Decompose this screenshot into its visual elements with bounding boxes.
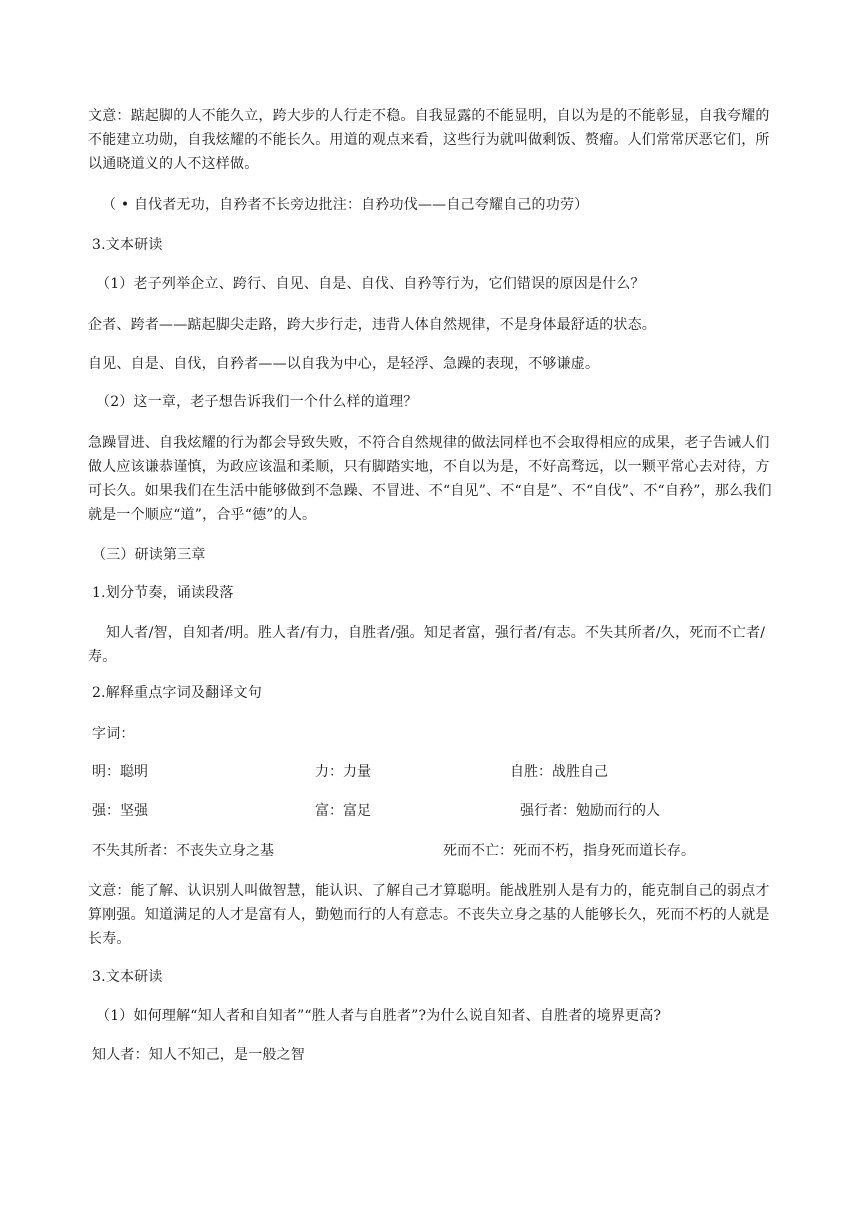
step-2-heading: 2.解释重点字词及翻译文句 [92, 685, 262, 701]
step-1-heading: 1.划分节奏，诵读段落 [92, 585, 234, 601]
question-3: （1）如何理解“知人者和自知者”“胜人者与自胜者”?为什么说自知者、自胜者的境界更高? [96, 1008, 662, 1024]
vocab-qiangxing: 强行者：勉励而行的人 [520, 803, 660, 819]
answer-1-part-1: 企者、跨者——踮起脚尖走路，跨大步行走，违背人体自然规律，不是身体最舒适的状态。 [88, 317, 656, 333]
section-heading-text-study-1: 3.文本研读 [92, 237, 163, 253]
translation-paragraph-3: 文意：能了解、认识别人叫做智慧，能认识、了解自己才算聪明。能战胜别人是有力的，能克制自己的弱点才算刚强。知道满足的人才是富有人，勤勉而行的人有意志。不丧失立身之基的人能够长久，死而不朽的人就是长寿。 [88, 883, 770, 947]
answer-3: 知人者：知人不知己，是一般之智 [92, 1047, 305, 1063]
vocab-sier: 死而不亡：死而不朽，指身死而道长存。 [443, 843, 695, 859]
vocabulary-label: 字词： [92, 726, 135, 742]
translation-paragraph-1: 文意：踮起脚的人不能久立，跨大步的人行走不稳。自我显露的不能显明，自以为是的不能彰显，自我夸耀的不能建立功勋，自我炫耀的不能长久。用道的观点来看，这些行为就叫做剩饭、赘瘤。人们常常厌恶它们，所以通晓道义的人不这样做。 [88, 108, 770, 172]
question-1: （1）老子列举企立、跨行、自见、自是、自伐、自矜等行为，它们错误的原因是什么？ [96, 276, 645, 292]
question-2: （2）这一章，老子想告诉我们一个什么样的道理？ [96, 394, 418, 410]
vocab-bushi: 不失其所者：不丧失立身之基 [92, 843, 274, 859]
vocab-zisheng: 自胜：战胜自己 [510, 764, 608, 780]
answer-2: 急躁冒进、自我炫耀的行为都会导致失败，不符合自然规律的做法同样也不会取得相应的成果，老子告诫人们做人应该谦恭谨慎，为政应该温和柔顺，只有脚踏实地，不自以为是，不好高骛远，以一颗平常心去对待，方可长久。如果我们在生活中能够做到不急躁、不冒进、不“自见”、不“自是”、不“自伐”、不“自矜”，那么我们就是一个顺应“道”，合乎“德”的人。 [88, 435, 772, 523]
vocab-li: 力：力量 [315, 764, 371, 780]
vocab-qiang: 强：坚强 [92, 803, 148, 819]
section-heading-text-study-2: 3.文本研读 [92, 969, 163, 985]
vocab-ming: 明：聪明 [92, 764, 148, 780]
section-heading-chapter-3: （三）研读第三章 [92, 547, 206, 563]
annotation-line: （ • 自伐者无功，自矜者不长旁边批注：自矜功伐——自己夸耀自己的功劳） [102, 197, 589, 213]
vocab-fu: 富：富足 [315, 803, 371, 819]
answer-1-part-2: 自见、自是、自伐，自矜者——以自我为中心，是轻浮、急躁的表现，不够谦虚。 [88, 356, 600, 372]
rhythm-paragraph: 知人者/智，自知者/明。胜人者/有力，自胜者/强。知足者富，强行者/有志。不失其所者/久，死而不亡者/寿。 [88, 625, 766, 665]
